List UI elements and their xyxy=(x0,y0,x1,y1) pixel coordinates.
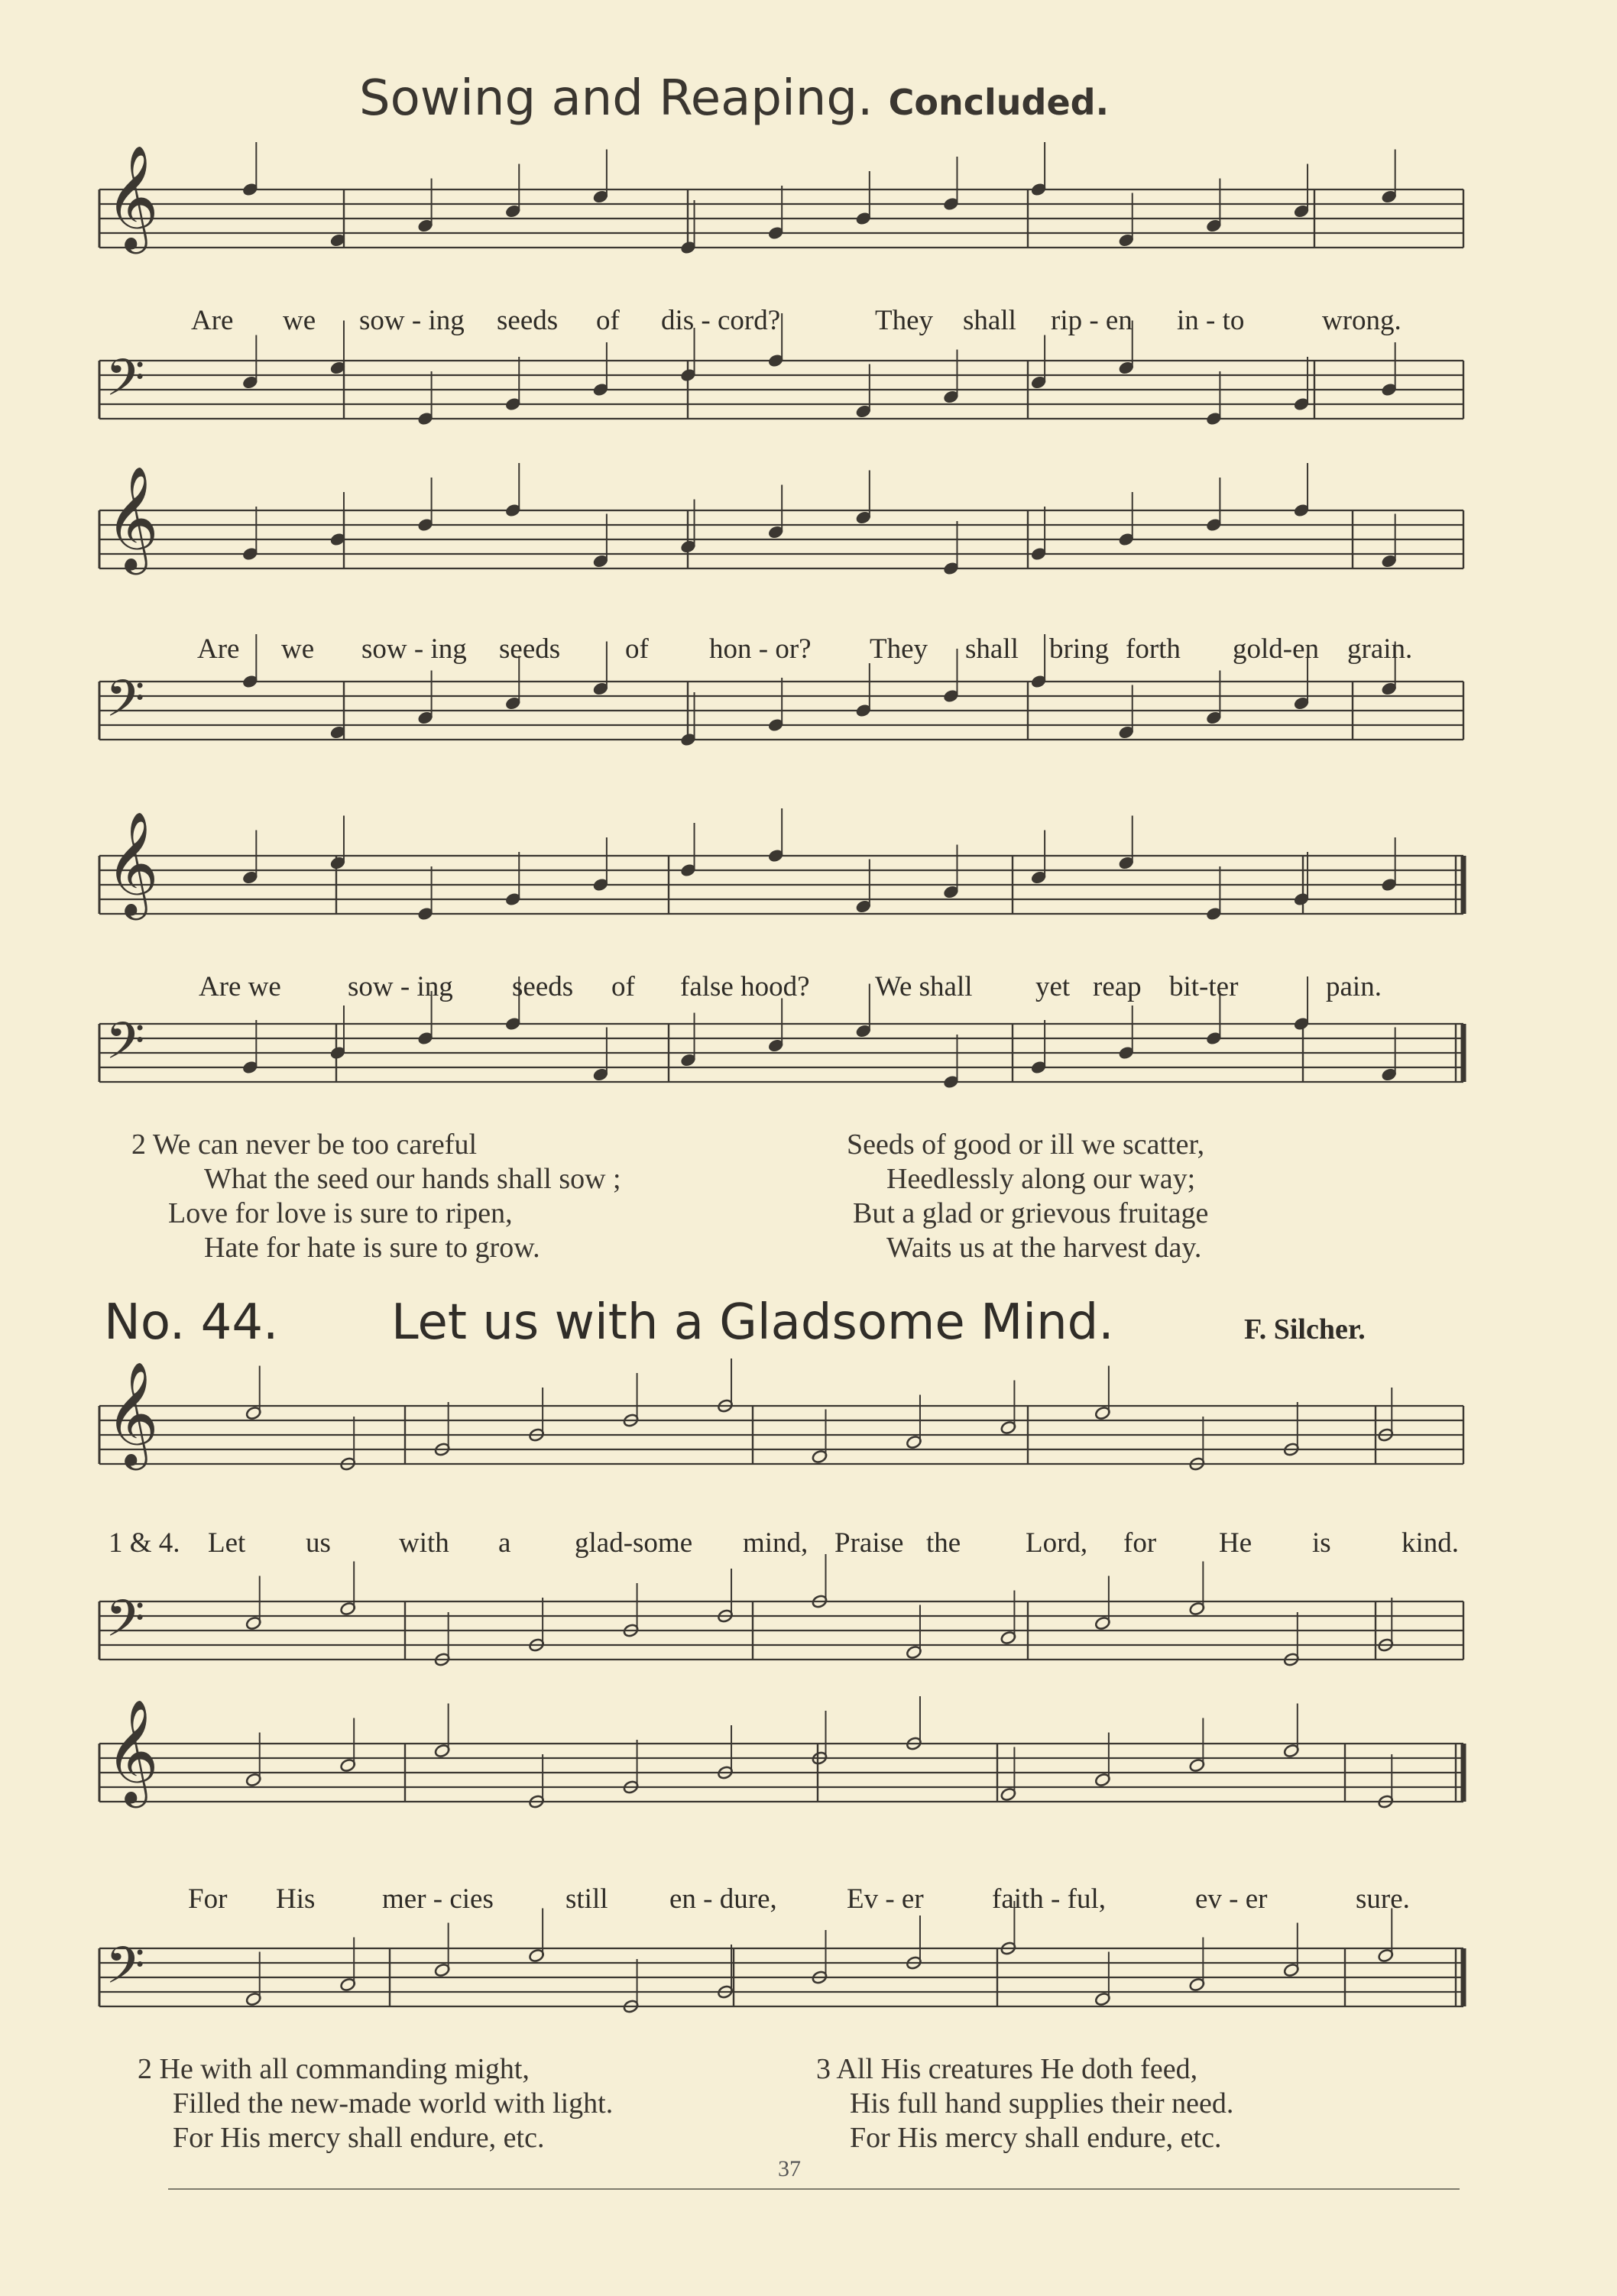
verse-line: 2 He with all commanding might, xyxy=(138,2053,530,2085)
lyric-syllable: seeds xyxy=(499,633,561,665)
lyric-syllable: Lord, xyxy=(1026,1527,1088,1559)
lyric-syllable: seeds xyxy=(497,305,559,336)
song1-title-suffix: Concluded. xyxy=(888,82,1110,123)
lyric-syllable: shall xyxy=(963,305,1016,336)
song1-title-block xyxy=(359,70,1109,127)
lyric-syllable: of xyxy=(596,305,620,336)
lyric-syllable: we xyxy=(281,633,315,665)
treble-clef-icon: 𝄞 xyxy=(105,810,159,915)
lyric-syllable: grain. xyxy=(1347,633,1413,665)
lyric-syllable: Ev - er xyxy=(847,1883,924,1915)
lyric-syllable: of xyxy=(625,633,649,665)
verse-line: But a glad or grievous fruitage xyxy=(853,1197,1209,1229)
lyric-syllable: for xyxy=(1123,1527,1157,1559)
treble-clef-icon: 𝄞 xyxy=(105,1698,159,1803)
lyric-syllable: a xyxy=(498,1527,511,1559)
lyric-syllable: Are xyxy=(197,633,240,665)
lyric-syllable: Praise xyxy=(834,1527,904,1559)
lyric-syllable: faith - ful, xyxy=(992,1883,1106,1915)
page-number: 37 xyxy=(778,2156,801,2181)
treble-clef-icon: 𝄞 xyxy=(105,1360,159,1465)
verse-line: 2 We can never be too careful xyxy=(131,1129,478,1161)
lyric-syllable: sow - ing xyxy=(348,971,453,1002)
lyric-syllable: pain. xyxy=(1326,971,1382,1002)
lyric-syllable: the xyxy=(926,1527,961,1559)
song1-verse2-right xyxy=(847,1128,1208,1265)
lyric-syllable: mind, xyxy=(743,1527,808,1559)
bass-clef-icon: 𝄢 xyxy=(105,669,145,740)
verse-line: Love for love is sure to ripen, xyxy=(168,1197,513,1229)
lyric-syllable: His xyxy=(276,1883,316,1915)
verse-line: For His mercy shall endure, etc. xyxy=(850,2122,1222,2154)
lyric-syllable: glad-some xyxy=(575,1527,693,1559)
verse-line: Seeds of good or ill we scatter, xyxy=(847,1129,1205,1161)
lyric-syllable: We shall xyxy=(875,971,973,1002)
lyric-syllable: bit-ter xyxy=(1169,971,1239,1002)
bass-clef-icon: 𝄢 xyxy=(105,348,145,419)
lyric-syllable: Are xyxy=(191,305,234,336)
treble-clef-icon: 𝄞 xyxy=(105,465,159,570)
lyric-syllable: we xyxy=(283,305,316,336)
lyric-syllable: sow - ing xyxy=(359,305,465,336)
song1-title: Sowing and Reaping. xyxy=(359,70,873,127)
treble-clef-icon: 𝄞 xyxy=(105,144,159,249)
song1-verse2-left xyxy=(131,1128,621,1265)
lyric-syllable: They xyxy=(870,633,928,665)
lyric-syllable: gold-en xyxy=(1233,633,1320,665)
lyric-syllable: shall xyxy=(965,633,1019,665)
song2-number: No. 44. xyxy=(104,1294,279,1351)
song2-title: Let us with a Gladsome Mind. xyxy=(391,1294,1114,1351)
lyric-syllable: kind. xyxy=(1402,1527,1460,1559)
lyric-syllable: bring xyxy=(1049,633,1110,665)
song2-composer: F. Silcher. xyxy=(1244,1313,1366,1346)
lyric-syllable: of xyxy=(611,971,635,1002)
lyric-syllable: in - to xyxy=(1177,305,1245,336)
verse-line: Waits us at the harvest day. xyxy=(886,1232,1202,1264)
bass-clef-icon: 𝄢 xyxy=(105,1012,145,1083)
lyric-syllable: He xyxy=(1219,1527,1252,1559)
verse-line: 3 All His creatures He doth feed, xyxy=(816,2053,1198,2085)
verse-line: For His mercy shall endure, etc. xyxy=(173,2122,545,2154)
song2-verse2 xyxy=(138,2052,613,2155)
lyric-syllable: us xyxy=(306,1527,331,1559)
lyric-syllable: reap xyxy=(1093,971,1142,1002)
lyric-syllable: yet xyxy=(1035,971,1071,1002)
lyric-syllable: mer - cies xyxy=(382,1883,494,1915)
lyric-syllable: Let xyxy=(208,1527,246,1559)
lyric-syllable: still xyxy=(565,1883,608,1915)
lyric-syllable: sow - ing xyxy=(361,633,467,665)
verse-line: What the seed our hands shall sow ; xyxy=(204,1163,621,1195)
song2-verse3 xyxy=(816,2052,1233,2155)
lyric-syllable: forth xyxy=(1126,633,1181,665)
lyric-syllable: ev - er xyxy=(1195,1883,1268,1915)
lyric-syllable: with xyxy=(399,1527,449,1559)
lyric-syllable: They xyxy=(875,305,934,336)
lyric-syllable: en - dure, xyxy=(669,1883,777,1915)
lyric-syllable: For xyxy=(188,1883,228,1915)
lyric-syllable: false hood? xyxy=(680,971,810,1002)
lyric-syllable: dis - cord? xyxy=(661,305,781,336)
verse-line: Hate for hate is sure to grow. xyxy=(204,1232,540,1264)
lyric-syllable: rip - en xyxy=(1051,305,1133,336)
verse-line: His full hand supplies their need. xyxy=(850,2087,1234,2120)
lyric-syllable: 1 & 4. xyxy=(109,1527,180,1559)
lyric-syllable: Are we xyxy=(199,971,281,1002)
verse-line: Heedlessly along our way; xyxy=(886,1163,1196,1195)
bass-clef-icon: 𝄢 xyxy=(105,1936,145,2007)
lyric-syllable: wrong. xyxy=(1322,305,1402,336)
lyric-syllable: sure. xyxy=(1356,1883,1410,1915)
verse-line: Filled the new-made world with light. xyxy=(173,2087,614,2120)
lyric-syllable: hon - or? xyxy=(709,633,812,665)
bass-clef-icon: 𝄢 xyxy=(105,1589,145,1660)
lyric-syllable: seeds xyxy=(512,971,574,1002)
lyric-syllable: is xyxy=(1312,1527,1331,1559)
